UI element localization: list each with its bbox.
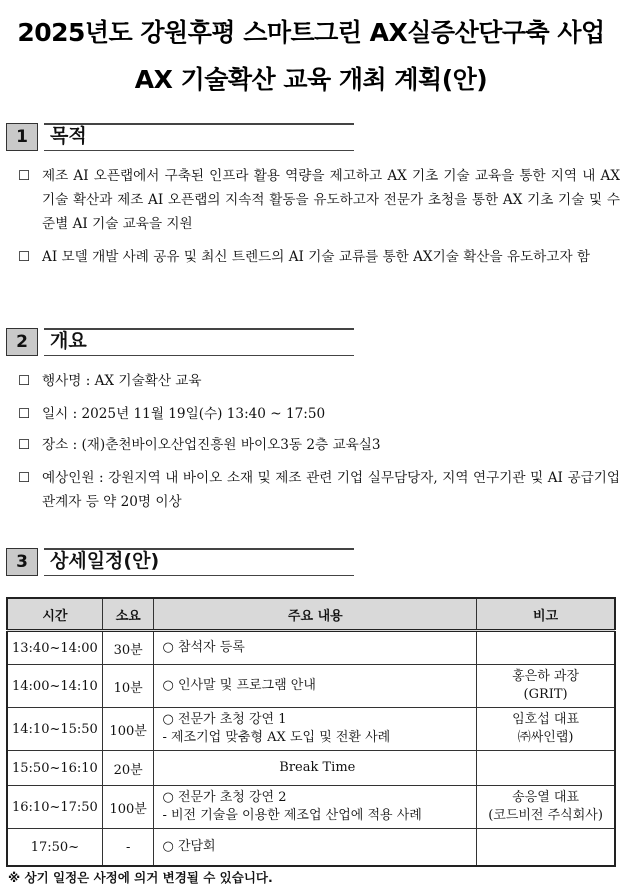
- cell-time: 17:50~: [7, 829, 102, 867]
- section-header-overview: [6, 328, 354, 358]
- cell-duration: 10분: [102, 665, 154, 708]
- section-header-purpose: [6, 123, 354, 153]
- note-line: ㈜싸인랩): [517, 730, 574, 745]
- header-note: 비고: [477, 598, 615, 631]
- section-rule-top: [44, 123, 354, 125]
- overview-text: 예상인원 : 강원지역 내 바이오 소재 및 제조 관련 기업 실무담당자, 지역 연구기관 및 AI 공급기업 관계자 등 약 20명 이상: [42, 470, 620, 510]
- cell-note: [477, 786, 615, 829]
- table-row: [7, 631, 615, 665]
- checkbox-bullet-icon: ☐: [18, 470, 31, 486]
- note-line: 송응열 대표: [512, 790, 580, 805]
- content-line: - 비전 기술을 이용한 제조업 산업에 적용 사례: [162, 808, 422, 823]
- note-line: 홍은하 과장: [512, 669, 580, 684]
- header-time: 시간: [7, 598, 102, 631]
- checkbox-bullet-icon: ☐: [18, 406, 31, 422]
- note-line: 임호섭 대표: [512, 712, 580, 727]
- overview-text: 장소 : (재)춘천바이오산업진흥원 바이오3동 2층 교육실3: [42, 437, 381, 453]
- section-number: 2: [6, 328, 38, 356]
- cell-time: 15:50~16:10: [7, 751, 102, 786]
- table-row: [7, 786, 615, 829]
- header-duration: 소요: [102, 598, 154, 631]
- cell-duration: 100분: [102, 708, 154, 751]
- checkbox-bullet-icon: ☐: [18, 437, 31, 453]
- content-line: Break Time: [279, 760, 356, 775]
- section-rule-bottom: [44, 355, 354, 356]
- content-line: ○ 전문가 초청 강연 1: [162, 712, 287, 727]
- cell-content: [154, 665, 477, 708]
- purpose-item-2: [18, 245, 620, 269]
- document-title-line2: AX 기술확산 교육 개최 계획(안): [134, 65, 488, 94]
- section-label: 상세일정(안): [50, 550, 160, 572]
- cell-note: [477, 665, 615, 708]
- cell-content: [154, 751, 477, 786]
- section-number: 3: [6, 548, 38, 576]
- overview-item-attendees: [18, 466, 620, 514]
- purpose-text: AI 모델 개발 사례 공유 및 최신 트렌드의 AI 기술 교류를 통한 AX기술 확산을 유도하고자 함: [42, 249, 591, 265]
- cell-duration: 20분: [102, 751, 154, 786]
- section-rule-bottom: [44, 575, 354, 576]
- checkbox-bullet-icon: ☐: [18, 168, 31, 184]
- cell-time: 14:00~14:10: [7, 665, 102, 708]
- purpose-item-1: [18, 164, 620, 236]
- cell-time: 16:10~17:50: [7, 786, 102, 829]
- section-header-schedule: [6, 548, 354, 578]
- document-title-line1: 2025년도 강원후평 스마트그린 AX실증산단구축 사업: [17, 18, 605, 47]
- cell-duration: -: [102, 829, 154, 867]
- content-line: ○ 전문가 초청 강연 2: [162, 790, 287, 805]
- checkbox-bullet-icon: ☐: [18, 373, 31, 389]
- note-line: (코드비전 주식회사): [488, 808, 603, 823]
- table-row: [7, 665, 615, 708]
- section-label: 개요: [50, 330, 87, 352]
- content-line: ○ 인사말 및 프로그램 안내: [162, 678, 316, 693]
- section-rule-bottom: [44, 150, 354, 151]
- cell-duration: 30분: [102, 631, 154, 665]
- cell-note: [477, 751, 615, 786]
- cell-time: 13:40~14:00: [7, 631, 102, 665]
- table-row: [7, 708, 615, 751]
- section-rule-top: [44, 328, 354, 330]
- cell-content: [154, 829, 477, 867]
- section-number: 1: [6, 123, 38, 151]
- overview-item-date: [18, 402, 620, 426]
- overview-text: 일시 : 2025년 11월 19일(수) 13:40 ~ 17:50: [42, 406, 326, 422]
- table-header-row: [7, 598, 615, 631]
- overview-item-name: [18, 369, 620, 393]
- cell-content: [154, 786, 477, 829]
- checkbox-bullet-icon: ☐: [18, 249, 31, 265]
- cell-content: [154, 631, 477, 665]
- overview-text: 행사명 : AX 기술확산 교육: [42, 373, 202, 389]
- overview-item-location: [18, 433, 620, 457]
- cell-time: 14:10~15:50: [7, 708, 102, 751]
- section-label: 목적: [50, 125, 87, 147]
- content-line: - 제조기업 맞춤형 AX 도입 및 전환 사례: [162, 730, 391, 745]
- cell-note: [477, 829, 615, 867]
- content-line: ○ 간담회: [162, 839, 216, 854]
- content-line: ○ 참석자 등록: [162, 640, 245, 655]
- cell-note: [477, 631, 615, 665]
- table-row: [7, 751, 615, 786]
- cell-note: [477, 708, 615, 751]
- cell-content: [154, 708, 477, 751]
- schedule-footnote: ※ 상기 일정은 사정에 의거 변경될 수 있습니다.: [8, 870, 273, 885]
- table-row: [7, 829, 615, 867]
- schedule-table: [6, 597, 616, 867]
- purpose-text: 제조 AI 오픈랩에서 구축된 인프라 활용 역량을 제고하고 AX 기초 기술 교육을 통한 지역 내 AX 기술 확산과 제조 AI 오픈랩의 지속적 활동을 유도하고자 전문가 초청을 통한 AX 기초 기술 및 수준별 AI 기술 교육을 지원: [42, 168, 620, 232]
- header-content: 주요 내용: [154, 598, 477, 631]
- cell-duration: 100분: [102, 786, 154, 829]
- note-line: (GRIT): [523, 687, 568, 702]
